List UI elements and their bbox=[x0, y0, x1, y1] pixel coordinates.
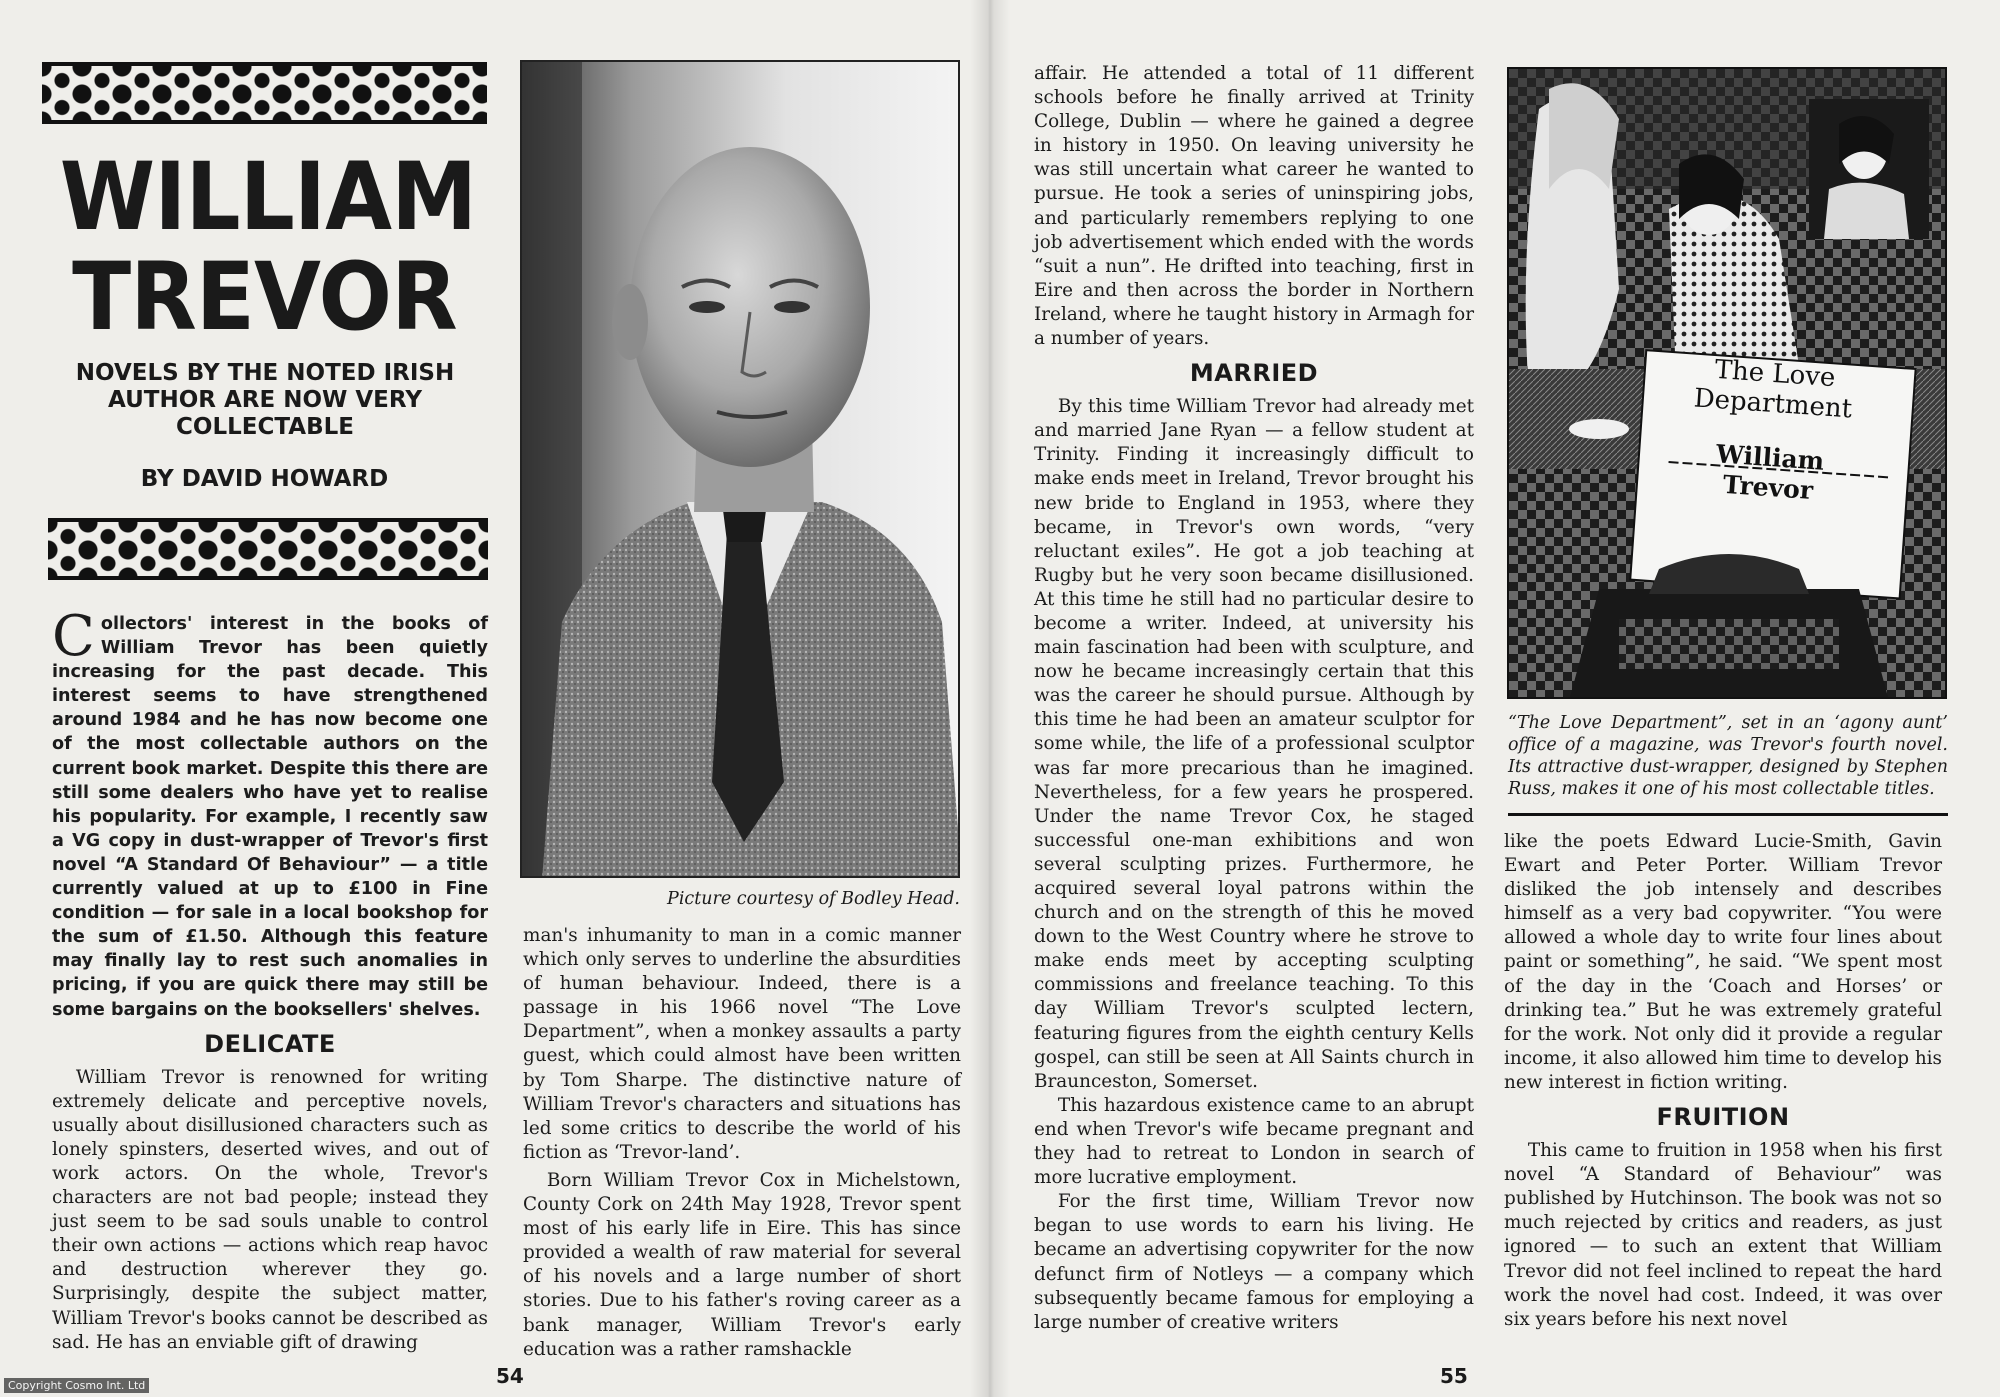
portrait-illustration bbox=[522, 62, 960, 878]
col3-paragraph-1: affair. He attended a total of 11 different schools before he finally arrived at Trinity College, Dublin — where he gained a degree in history in 1950. On leaving university he was still uncertain what career he wanted to pursue. He took a series of uninspiring jobs, and particularly remembers replying to one job advertisement which ended with the words “suit a nun”. He drifted into teaching, first in Eire and then across the border in Northern Ireland, where he taught history in Armagh for a number of years. bbox=[1034, 63, 1474, 350]
intro-paragraph bbox=[52, 604, 488, 1022]
cover-book-author: William Trevor bbox=[1715, 439, 1826, 506]
married-paragraph-2: This hazardous existence came to an abrupt end when Trevor's wife became pregnant and they had to retreat to London in search of more lucrative employment. bbox=[1034, 1094, 1474, 1189]
subhead-delicate: DELICATE bbox=[204, 1029, 336, 1058]
married-paragraph-1: By this time William Trevor had already met and married Jane Ryan — a fellow student at Trinity. Finding it increasingly difficult to make ends meet in Ireland, Trevor brought his new bride to England in 1953, where they became, in Trevor's own words, “very reluctant exiles”. He got a job teaching at Rugby but he very soon became disillusioned. At this time he still had no particular desire to become a writer. Indeed, at university his main fascination had been with sculpture, and now he became increasingly certain that this was the career he should pursue. Although by this time he had been an amateur sculptor for some while, the life of a professional sculptor was far more precarious than he imagined. Nevertheless, for a few years he prospered. Under the name Trevor Cox, he staged successful one-man exhibitions and won several sculpting prizes. Furthermore, he acquired several loyal patrons within the church and on the strength of this he moved down to the West Country where he strove to make ends meet by accepting sculpting commissions and freelance teaching. To this day William Trevor's sculpted lectern, featuring figures from the eighth century Kells gospel, can still be seen at All Saints church in Braunceston, Somerset. bbox=[1034, 396, 1474, 1092]
caption-divider bbox=[1508, 813, 1948, 816]
article-byline: BY DAVID HOWARD bbox=[140, 466, 389, 492]
article-title-line2: TREVOR bbox=[72, 243, 457, 352]
article-title-line1: WILLIAM bbox=[59, 143, 477, 252]
cover-book-title: The Love Department bbox=[1692, 354, 1854, 425]
col4-paragraph-1: like the poets Edward Lucie-Smith, Gavin Ewart and Peter Porter. William Trevor disliked the job intensely and describes himself as a very bad copywriter. “You were allowed a whole day to write four lines about paint or something”, he said. “We spent most of the day in the ‘Coach and Horses’ or drinking tea.” But he was extremely grateful for the work. Not only did it provide a regular income, it also allowed him time to develop his new interest in fiction writing. bbox=[1504, 831, 1942, 1093]
col2-paragraph-1: man's inhumanity to man in a comic manner which only serves to underline the absurdities of human behaviour. Indeed, there is a passage in his 1966 novel “The Love Department”, when a monkey assaults a party guest, which could almost have been written by Tom Sharpe. The distinctive nature of William Trevor's characters and situations has led some critics to describe the world of his fiction as ‘Trevor-land’. bbox=[523, 925, 961, 1163]
drop-cap: C bbox=[52, 604, 95, 669]
book-cover-illustration bbox=[1507, 67, 1947, 699]
page-gutter bbox=[970, 0, 1010, 1397]
illustration-caption: “The Love Department”, set in an ‘agony aunt’ office of a magazine, was Trevor's fourth novel. Its attractive dust-wrapper, designed by Stephen Russ, makes it one of his most collectable titles. bbox=[1508, 713, 1948, 799]
married-paragraph-3: For the first time, William Trevor now began to use words to earn his living. He became an advertising copywriter for the now defunct firm of Notleys — a company which subsequently became famous for employing a large number of creative writers bbox=[1034, 1191, 1474, 1333]
decorative-border-bottom bbox=[48, 518, 488, 580]
fruition-paragraph: This came to fruition in 1958 when his first novel “A Standard of Behaviour” was published by Hutchinson. The book was not so much rejected by critics and readers, as just ignored — to such an extent that William Trevor did not feel inclined to repeat the hard work the novel had cost. Indeed, it was over six years before his next novel bbox=[1504, 1140, 1942, 1330]
subhead-fruition: FRUITION bbox=[1656, 1103, 1790, 1132]
column-3 bbox=[1034, 62, 1474, 1335]
photo-caption: Picture courtesy of Bodley Head. bbox=[667, 889, 960, 909]
delicate-paragraph: William Trevor is renowned for writing extremely delicate and perceptive novels, usually about disillusioned characters such as lonely spinsters, deserted wives, and out of work actors. On the whole, Trevor's characters are not bad people; instead they just seem to be sad souls unable to control their own actions — actions which reap havoc and destruction wherever they go. Surprisingly, despite the subject matter, William Trevor's books cannot be described as sad. He has an enviable gift of drawing bbox=[52, 1066, 488, 1353]
page-number-left: 54 bbox=[496, 1364, 524, 1388]
column-1 bbox=[52, 604, 488, 1355]
decorative-border-top bbox=[42, 62, 487, 124]
intro-text: ollectors' interest in the books of William Trevor has been quietly increasing for the past decade. This interest seems to have strengthened around 1984 and he has now become one of the most collectable authors on the current book market. Despite this there are still some dealers who have yet to realise his popularity. For example, I recently saw a VG copy in dust-wrapper of Trevor's first novel “A Standard Of Behaviour” — a title currently valued at up to £100 in Fine condition — for sale in a local bookshop for the sum of £1.50. Although this feature may finally lay to rest such anomalies in pricing, if you are quick there may still be some bargains on the booksellers' shelves. bbox=[52, 614, 488, 1020]
column-2 bbox=[523, 924, 961, 1362]
author-portrait-photo bbox=[520, 60, 960, 878]
copyright-watermark: Copyright Cosmo Int. Ltd bbox=[4, 1378, 149, 1393]
column-4 bbox=[1504, 830, 1942, 1332]
col2-paragraph-2: Born William Trevor Cox in Michelstown, County Cork on 24th May 1928, Trevor spent most of his early life in Eire. This has since provided a wealth of raw material for several of his novels and a large number of short stories. Due to his father's roving career as a bank manager, William Trevor's early education was a rather ramshackle bbox=[523, 1169, 961, 1360]
page-number-right: 55 bbox=[1440, 1364, 1468, 1388]
article-standfirst: NOVELS BY THE NOTED IRISH AUTHOR ARE NOW VERY COLLECTABLE bbox=[75, 360, 455, 440]
subhead-married: MARRIED bbox=[1189, 359, 1319, 388]
